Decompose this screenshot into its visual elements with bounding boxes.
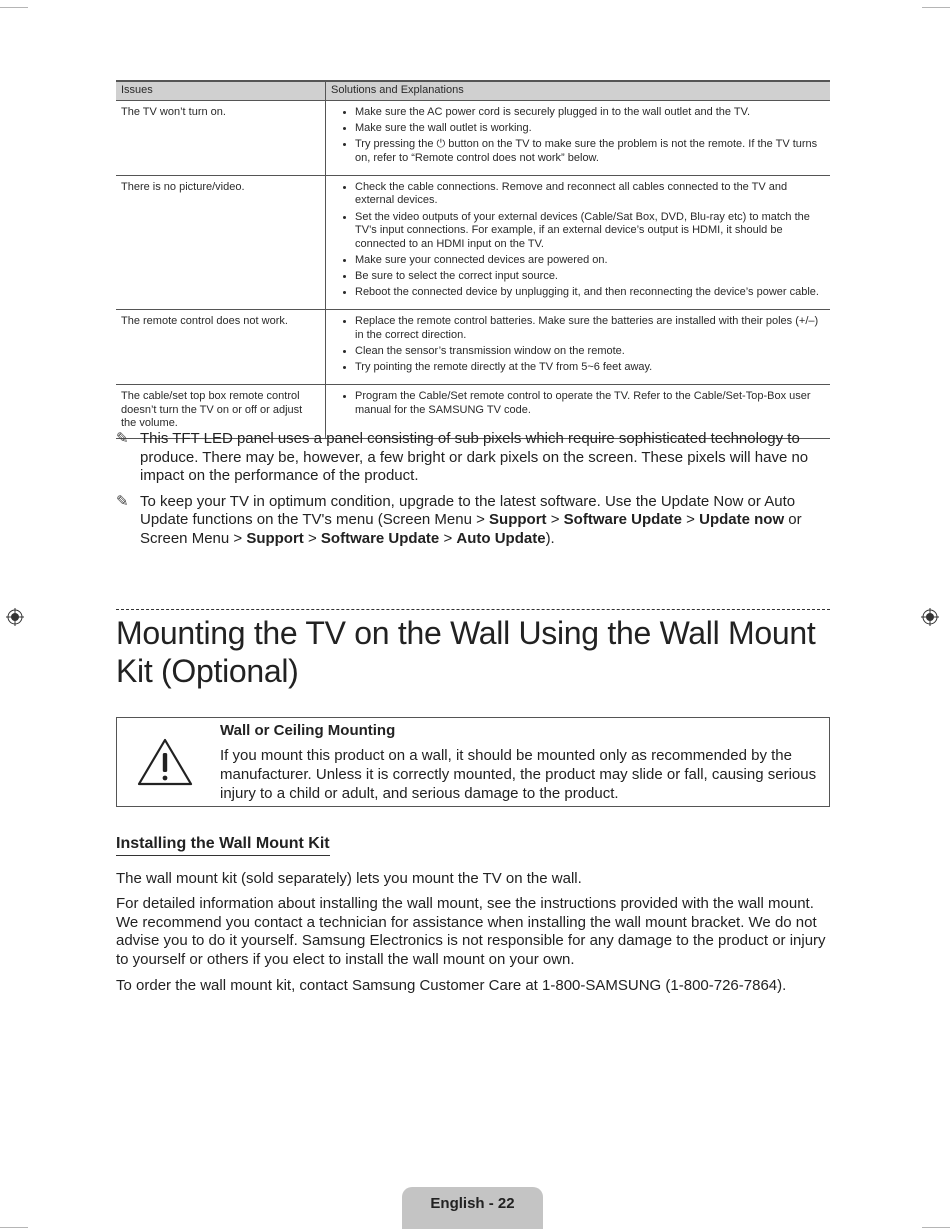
- solution-item: • Check the cable connections. Remove and reconnect all cables connected to the TV and external devices.: [355, 181, 825, 208]
- menu-path-support: Support: [246, 529, 304, 547]
- note-pixels: [116, 430, 828, 486]
- page-number-tab: English - 22: [402, 1187, 543, 1229]
- table-row: [116, 175, 830, 309]
- solutions-list: [331, 390, 825, 417]
- section-divider: [116, 609, 830, 610]
- issue-cell: The TV won’t turn on.: [116, 101, 326, 176]
- menu-path-auto-update: Auto Update: [456, 529, 546, 547]
- warning-title: Wall or Ceiling Mounting: [220, 722, 396, 739]
- note-text-part: To keep your TV in optimum condition, upgrade to the latest software. Use the Update Now or Auto Update functions on the TV's menu (Screen Menu >: [140, 492, 796, 529]
- solution-item: • Make sure your connected devices are powered on.: [355, 254, 825, 268]
- crop-mark: [922, 7, 950, 8]
- issue-cell: There is no picture/video.: [116, 175, 326, 309]
- table-row: [116, 101, 830, 176]
- table-header-row: [116, 81, 830, 101]
- menu-path-support: Support: [489, 511, 547, 529]
- menu-path-software-update: Software Update: [563, 511, 683, 529]
- issue-cell: The remote control does not work.: [116, 310, 326, 385]
- solutions-cell: [326, 310, 831, 385]
- solutions-cell: [326, 101, 831, 176]
- menu-path-software-update: Software Update: [320, 529, 440, 547]
- note-text-part: >: [303, 529, 321, 547]
- troubleshooting-table: [116, 80, 830, 439]
- note-text-part: >: [439, 529, 457, 547]
- solution-item: • Program the Cable/Set remote control to operate the TV. Refer to the Cable/Set-Top-Box user manual for the SAMSUNG TV code.: [355, 390, 825, 417]
- note-text-part: ).: [545, 529, 555, 547]
- solution-item: • Try pointing the remote directly at the TV from 5~6 feet away.: [355, 361, 825, 375]
- warning-box: [116, 717, 830, 807]
- issue-cell: The cable/set top box remote control doesn’t turn the TV on or off or adjust the volume.: [116, 385, 326, 439]
- menu-path-update-now: Update now: [699, 511, 785, 529]
- paragraph: For detailed information about installing the wall mount, see the instructions provided with the wall mount. We recommend you contact a technician for assistance when installing the wall mount bracket. We do not advise you to do it yourself. Samsung Electronics is not responsible for any damage to the product or injury to yourself or others if you elect to install the wall mount on your own.: [116, 895, 826, 968]
- paragraph: To order the wall mount kit, contact Samsung Customer Care at 1-800-SAMSUNG (1-800-726-7864).: [116, 977, 787, 994]
- solution-item: • Make sure the wall outlet is working.: [355, 122, 825, 136]
- warning-text: If you mount this product on a wall, it should be mounted only as recommended by the manufacturer. Unless it is correctly mounted, the product may slide or fall, causing serious injury to a child or adult, and serious damage to the product.: [220, 747, 817, 802]
- note-software-update: [116, 493, 828, 549]
- notes-block: [116, 430, 828, 556]
- solution-item: • Clean the sensor’s transmission window on the remote.: [355, 345, 825, 359]
- crop-mark: [922, 1227, 950, 1228]
- solution-item: • Be sure to select the correct input source.: [355, 270, 825, 284]
- pencil-note-icon: ✎: [116, 430, 129, 447]
- solutions-cell: [326, 175, 831, 309]
- note-text: [140, 493, 802, 547]
- table-row: [116, 310, 830, 385]
- solution-item: • Set the video outputs of your external devices (Cable/Sat Box, DVD, Blu-ray etc) to match the TV’s input connections. For example, if an external device’s output is HDMI, it should be connected to an HDMI input on the TV.: [355, 211, 825, 252]
- pencil-note-icon: ✎: [116, 492, 129, 510]
- column-header-issues: Issues: [116, 81, 326, 101]
- solution-item: • Make sure the AC power cord is securely plugged in to the wall outlet and the TV.: [355, 106, 825, 120]
- solutions-list: [331, 181, 825, 300]
- solution-item: • Try pressing the ⏻ button on the TV to make sure the problem is not the remote. If the TV turns on, refer to “Remote control does not work” below.: [355, 138, 825, 165]
- solution-item: • Reboot the connected device by unplugging it, and then reconnecting the device’s power cable.: [355, 286, 825, 300]
- note-text: This TFT LED panel uses a panel consisting of sub pixels which require sophisticated technology to produce. There may be, however, a few bright or dark pixels on the screen. These pixels will have no impact on the performance of the product.: [140, 430, 809, 485]
- section-title: Mounting the TV on the Wall Using the Wall Mount Kit (Optional): [116, 615, 816, 689]
- solutions-list: [331, 315, 825, 374]
- note-text-part: >: [682, 511, 700, 529]
- note-text-part: >: [546, 511, 564, 529]
- crop-mark: [0, 1227, 28, 1228]
- warning-triangle-icon: [137, 737, 193, 787]
- registration-mark-icon: [921, 608, 939, 626]
- registration-mark-icon: [6, 608, 24, 626]
- note-text-part: or Screen Menu >: [140, 511, 802, 547]
- subsection-heading: Installing the Wall Mount Kit: [116, 835, 330, 856]
- crop-mark: [0, 7, 28, 8]
- solutions-list: [331, 106, 825, 165]
- solution-item: • Replace the remote control batteries. Make sure the batteries are installed with their poles (+/–) in the correct direction.: [355, 315, 825, 342]
- paragraph: The wall mount kit (sold separately) lets you mount the TV on the wall.: [116, 870, 582, 887]
- column-header-solutions: Solutions and Explanations: [326, 81, 831, 101]
